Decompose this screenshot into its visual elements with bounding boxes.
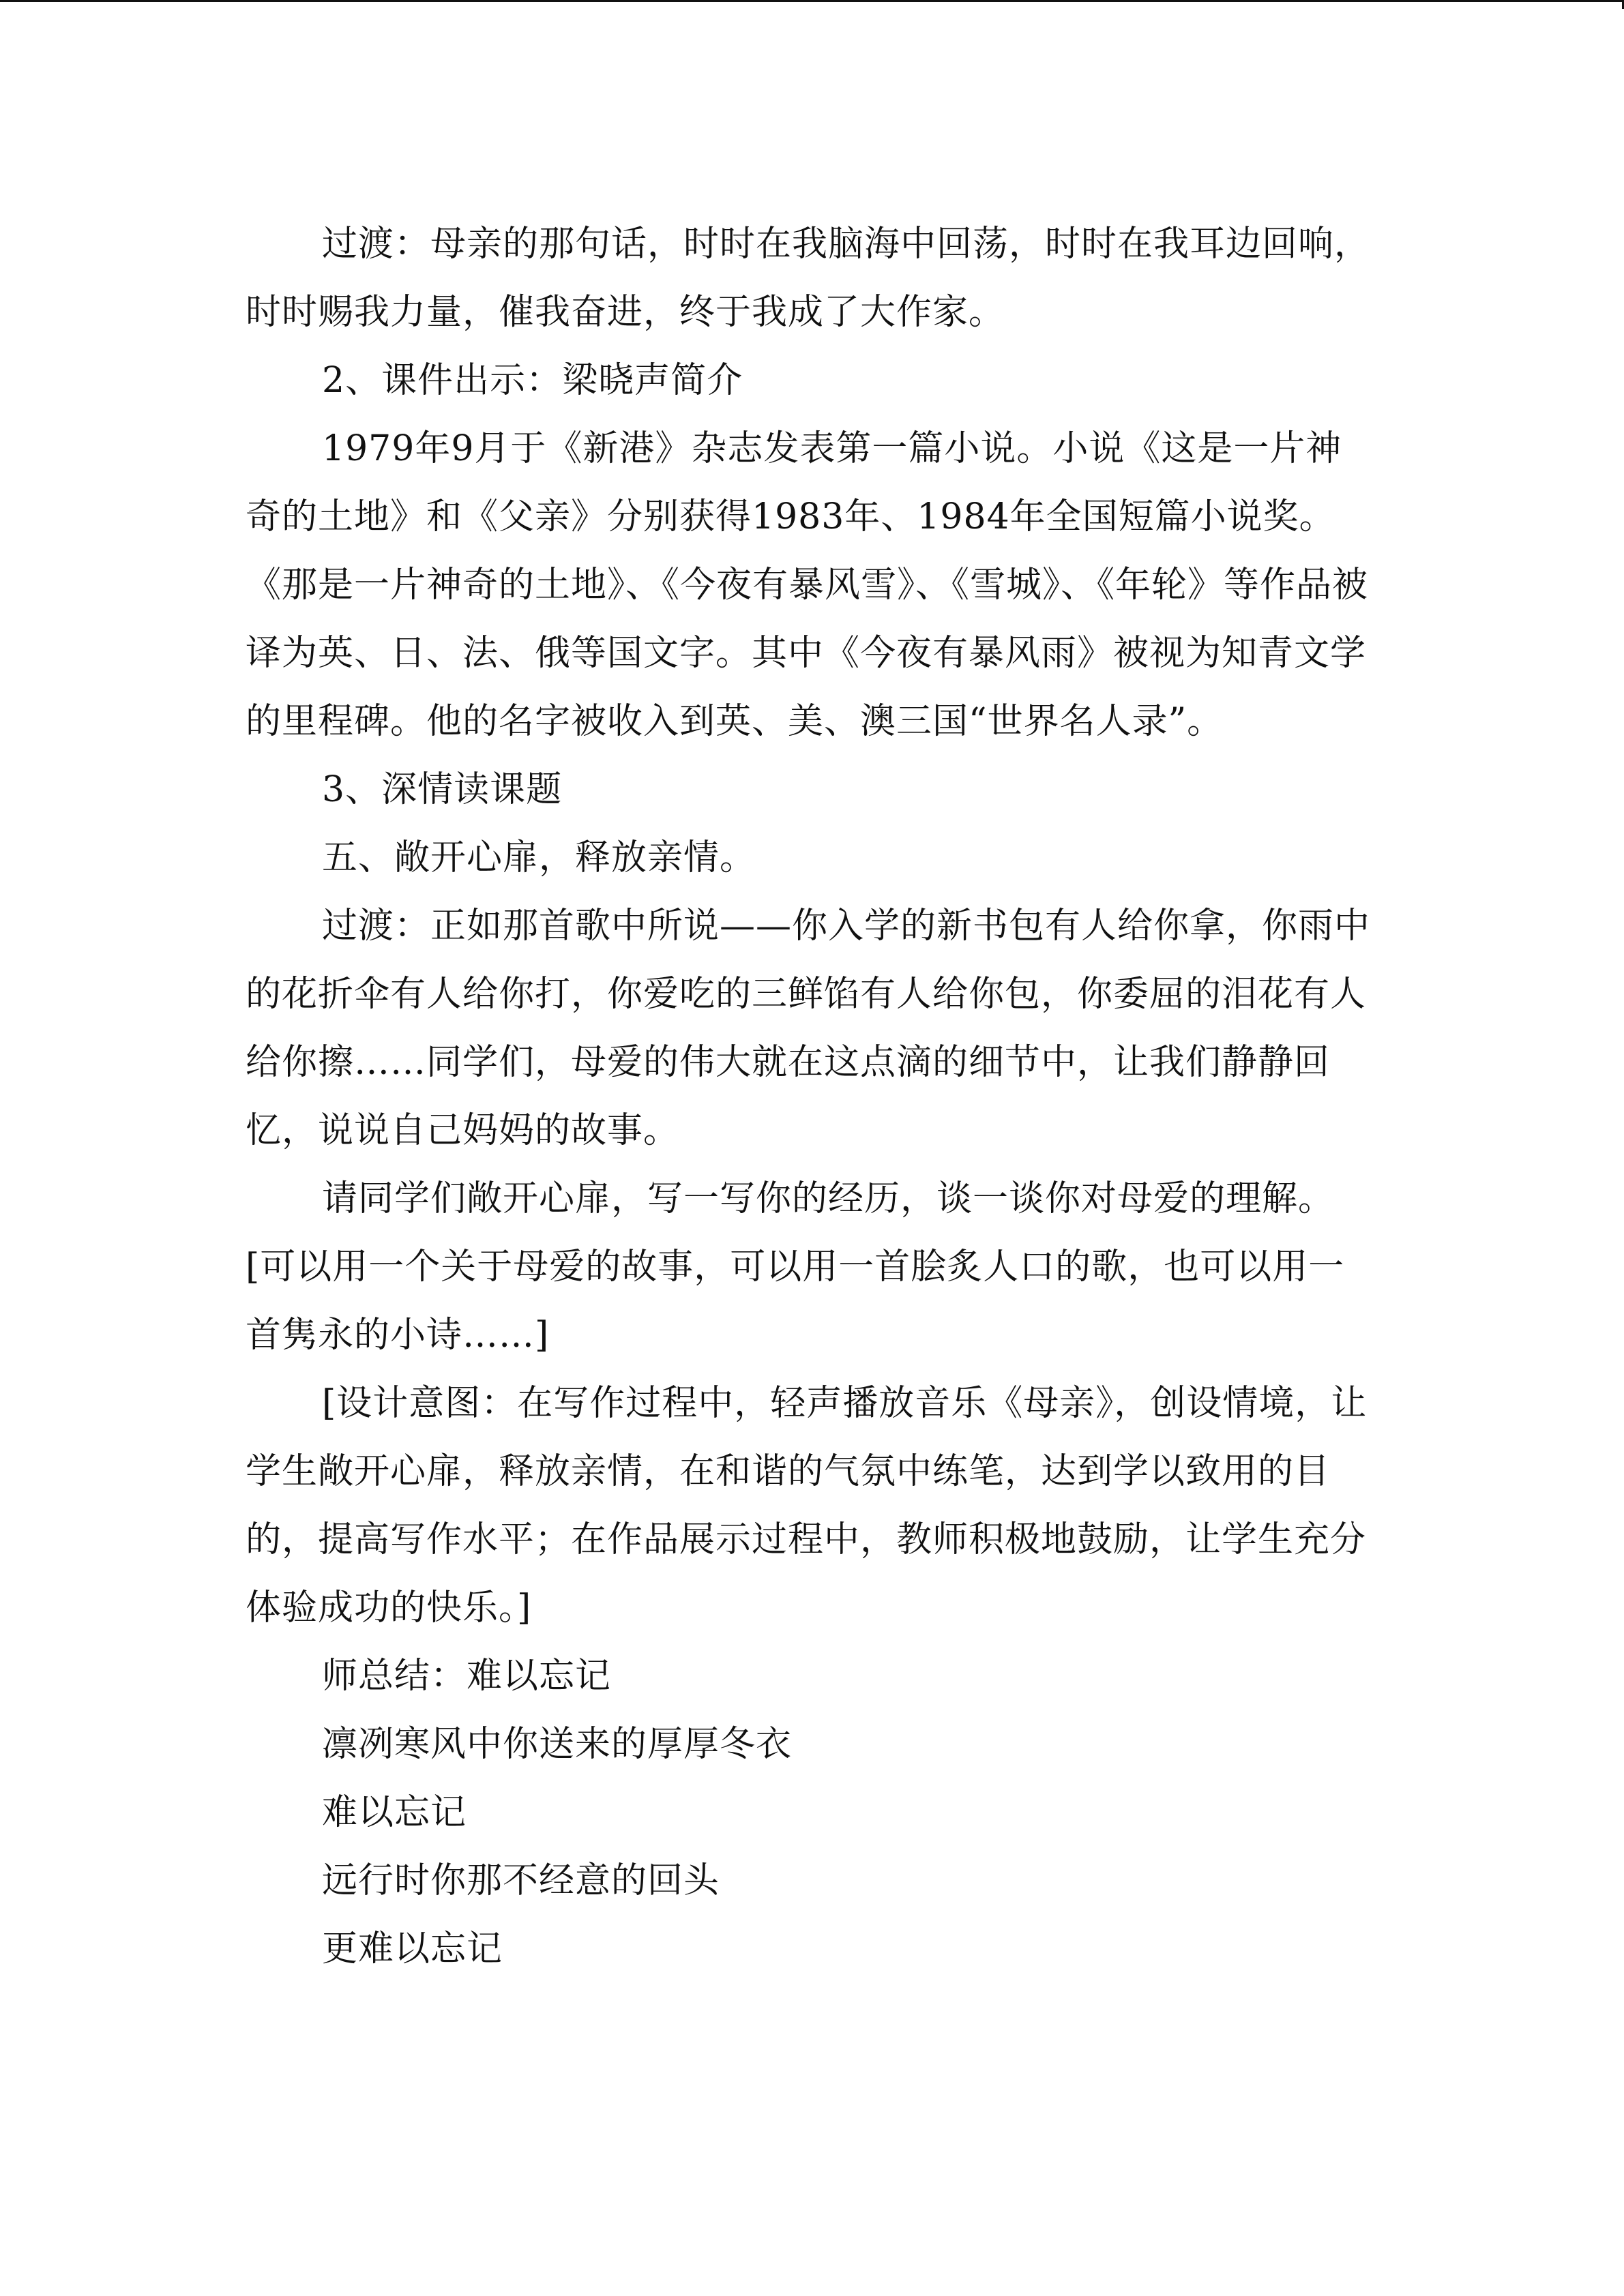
document-body [246, 210, 1374, 1983]
paragraph-design-intent: [设计意图：在写作过程中，轻声播放音乐《母亲》，创设情境，让学生敞开心扉，释放亲情，在和谐的气氛中练笔，达到学以致用的目的，提高写作水平；在作品展示过程中，教师积极地鼓励，让学生充分体验成功的快乐。] [246, 1383, 1368, 1628]
poem-line-2: 凛冽寒风中你送来的厚厚冬衣 [322, 1724, 793, 1765]
paragraph-transition-song: 过渡：正如那首歌中所说——你入学的新书包有人给你拿，你雨中的花折伞有人给你打，你爱吃的三鲜馅有人给你包，你委屈的泪花有人给你擦……同学们，母爱的伟大就在这点滴的细节中，让我们静静回忆，说说自己妈妈的故事。 [246, 906, 1371, 1151]
poem-line-5: 更难以忘记 [322, 1928, 503, 1969]
section-heading-five: 五、敞开心扉，释放亲情。 [322, 837, 756, 878]
paragraph-transition-mother: 过渡：母亲的那句话，时时在我脑海中回荡，时时在我耳边回响，时时赐我力量，催我奋进，终于我成了大作家。 [246, 224, 1371, 333]
paragraph-courseware-heading: 2、课件出示：梁晓声简介 [322, 360, 743, 401]
poem-line-3: 难以忘记 [322, 1792, 467, 1833]
poem-line-1: 师总结：难以忘记 [322, 1656, 612, 1697]
paragraph-read-title: 3、深情读课题 [322, 769, 563, 810]
poem-line-4: 远行时你那不经意的回头 [322, 1860, 720, 1901]
paragraph-author-intro: 1979年9月于《新港》杂志发表第一篇小说。小说《这是一片神奇的土地》和《父亲》分别获得1983年、1984年全国短篇小说奖。《那是一片神奇的土地》、《今夜有暴风雪》、《雪城》、《年轮》等作品被译为英、日、法、俄等国文字。其中《今夜有暴风雨》被视为知青文学的里程碑。他的名字被收入到英、美、澳三国“世界名人录”。 [246, 428, 1369, 742]
paragraph-writing-task: 请同学们敞开心扉，写一写你的经历，谈一谈你对母爱的理解。[可以用一个关于母爱的故事，可以用一首脍炙人口的歌，也可以用一首隽永的小诗……] [246, 1178, 1345, 1356]
